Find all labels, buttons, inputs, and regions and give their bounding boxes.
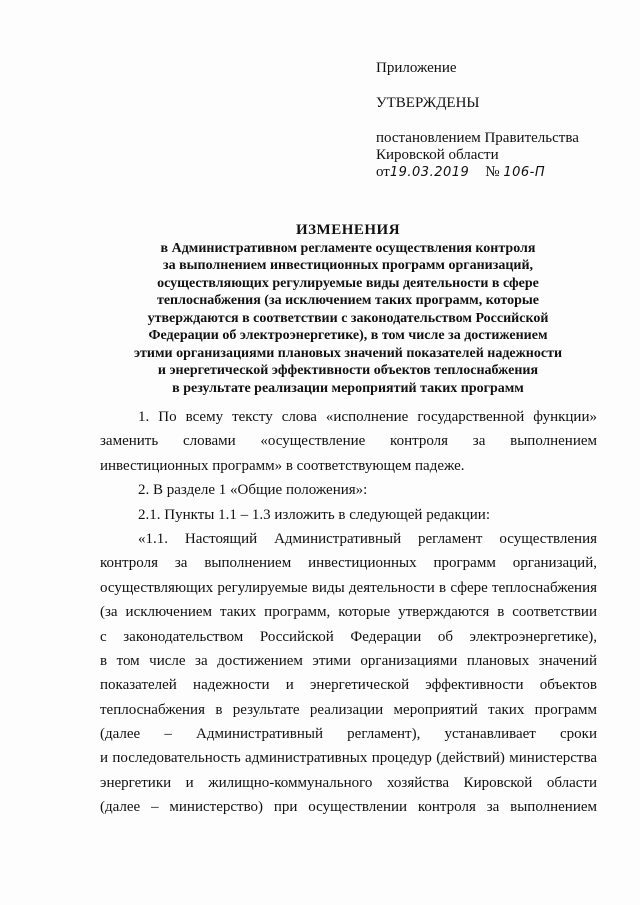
document-title [100, 222, 596, 397]
approval-block [376, 60, 626, 181]
resolution-line-2: Кировской области [376, 147, 499, 163]
body-line: инвестиционных программ» в соответствующем падеже. [100, 457, 465, 474]
body-line: показателей надежности и энергетической эффективности объектов [100, 677, 597, 694]
body-line: (далее – министерство) при осуществлении контроля за выполнением [100, 799, 597, 816]
body-line: с законодательством Российской Федерации об электроэнергетике), [100, 628, 597, 645]
body-line: в том числе за достижением этими организациями плановых значений [100, 652, 597, 669]
document-body [100, 405, 597, 820]
title-subtitle-line: в результате реализации мероприятий таких программ [172, 380, 524, 396]
number-prefix: № [485, 164, 500, 180]
title-subtitle-line: за выполнением инвестиционных программ организаций, [162, 258, 534, 273]
body-line: и последовательность административных процедур (действий) министерства [100, 750, 597, 767]
title-subtitle-line: и энергетической эффективности объектов теплоснабжения [157, 363, 539, 378]
body-line: заменить словами «осуществление контроля за выполнением [100, 433, 597, 450]
title-subtitle-line: Федерации об электроэнергетике), в том числе за достижением [148, 328, 548, 343]
body-line: (далее – Административный регламент), устанавливает сроки [100, 726, 597, 743]
title-subtitle-line: утверждаются в соответствии с законодательством Российской [147, 310, 549, 326]
body-line: осуществляющих регулируемые виды деятельности в сфере теплоснабжения [100, 579, 597, 596]
handwritten-number: 106-П [503, 165, 546, 180]
title-subtitle-line: этими организациями плановых значений показателей надежности [133, 345, 563, 361]
body-line: «1.1. Настоящий Административный регламент осуществления [138, 530, 597, 547]
body-line: 1. По всему тексту слова «исполнение государственной функции» [138, 409, 597, 425]
title-subtitle-line: осуществляющих регулируемые виды деятельности в сфере [157, 275, 539, 291]
body-line: 2. В разделе 1 «Общие положения»: [138, 482, 368, 499]
date-prefix: от [376, 164, 390, 180]
approved-label: УТВЕРЖДЕНЫ [376, 95, 480, 111]
body-line: (за исключением таких программ, которые утверждаются в соответствии [100, 604, 597, 621]
title-subtitle-line: теплоснабжения (за исключением таких программ, которые [156, 293, 540, 308]
handwritten-date: 19.03.2019 [389, 165, 470, 180]
appendix-label: Приложение [376, 60, 457, 76]
title-heading: ИЗМЕНЕНИЯ [295, 222, 401, 238]
body-line: 2.1. Пункты 1.1 – 1.3 изложить в следующей редакции: [138, 506, 490, 523]
body-line: теплоснабжения в результате реализации мероприятий таких программ [100, 701, 597, 718]
body-line: контроля за выполнением инвестиционных программ организаций, [100, 555, 597, 572]
resolution-line-1: постановлением Правительства [376, 130, 579, 146]
date-number-line [376, 164, 626, 181]
body-line: энергетики и жилищно-коммунального хозяйства Кировской области [100, 774, 597, 791]
title-subtitle-line: в Административном регламенте осуществления контроля [160, 240, 536, 256]
